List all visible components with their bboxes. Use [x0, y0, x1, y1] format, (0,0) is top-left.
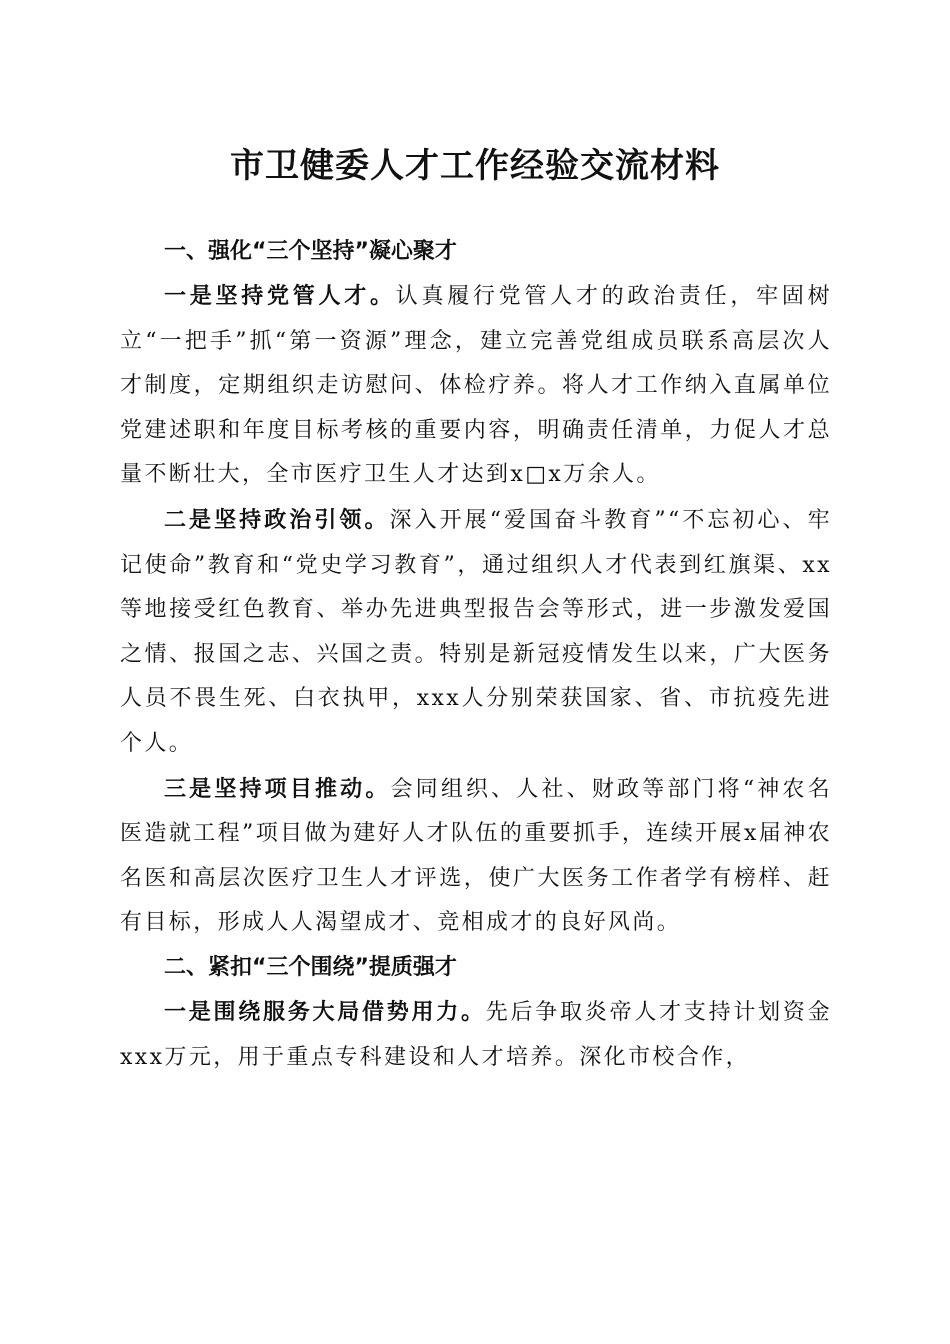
section-heading-2: 二、紧扣“三个围绕”提质强才: [164, 954, 457, 980]
paragraph-text: 会同组织、人社、财政等部门将“神农名医造就工程”项目做为建好人才队伍的重要抓手，连续开展x届神农名医和高层次医疗卫生人才评选，使广大医务工作者学有榜样、赶有目标，形成人人渴望成才、竞相成才的良好风尚。: [120, 776, 833, 936]
document-body: [120, 230, 832, 1080]
paragraph-lead: 一是围绕服务大局借势用力。: [164, 998, 486, 1025]
paragraph-text: 深入开展“爱国奋斗教育”“不忘初心、牢记使命”教育和“党史学习教育”，通过组织人才代表到红旗渠、xx等地接受红色教育、举办先进典型报告会等形式，进一步激发爱国之情、报国之志、兴国之责。特别是新冠疫情发生以来，广大医务人员不畏生死、白衣执甲，xxx人分别荣获国家、省、市抗疫先进个人。: [120, 507, 833, 756]
paragraph-lead: 二是坚持政治引领。: [164, 506, 390, 533]
paragraph-text: 先后争取炎帝人才支持计划资金xxx万元，用于重点专科建设和人才培养。深化市校合作，: [120, 999, 832, 1070]
paragraph-1-3: [120, 767, 832, 946]
paragraph-2-1: [120, 990, 832, 1080]
paragraph-text: 认真履行党管人才的政治责任，牢固树立“一把手”抓“第一资源”理念，建立完善党组成员联系高层次人才制度，定期组织走访慰问、体检疗养。将人才工作纳入直属单位党建述职和年度目标考核的重要内容，明确责任清单，力促人才总量不断壮大，全市医疗卫生人才达到x□x万余人。: [120, 284, 832, 488]
page-title: 市卫健委人才工作经验交流材料: [230, 146, 720, 186]
paragraph-1-2: [120, 498, 832, 767]
paragraph-1-1: [120, 274, 832, 498]
paragraph-lead: 三是坚持项目推动。: [164, 775, 391, 802]
paragraph-lead: 一是坚持党管人才。: [164, 283, 396, 309]
section-heading-1: 一、强化“三个坚持”凝心聚才: [164, 239, 457, 264]
